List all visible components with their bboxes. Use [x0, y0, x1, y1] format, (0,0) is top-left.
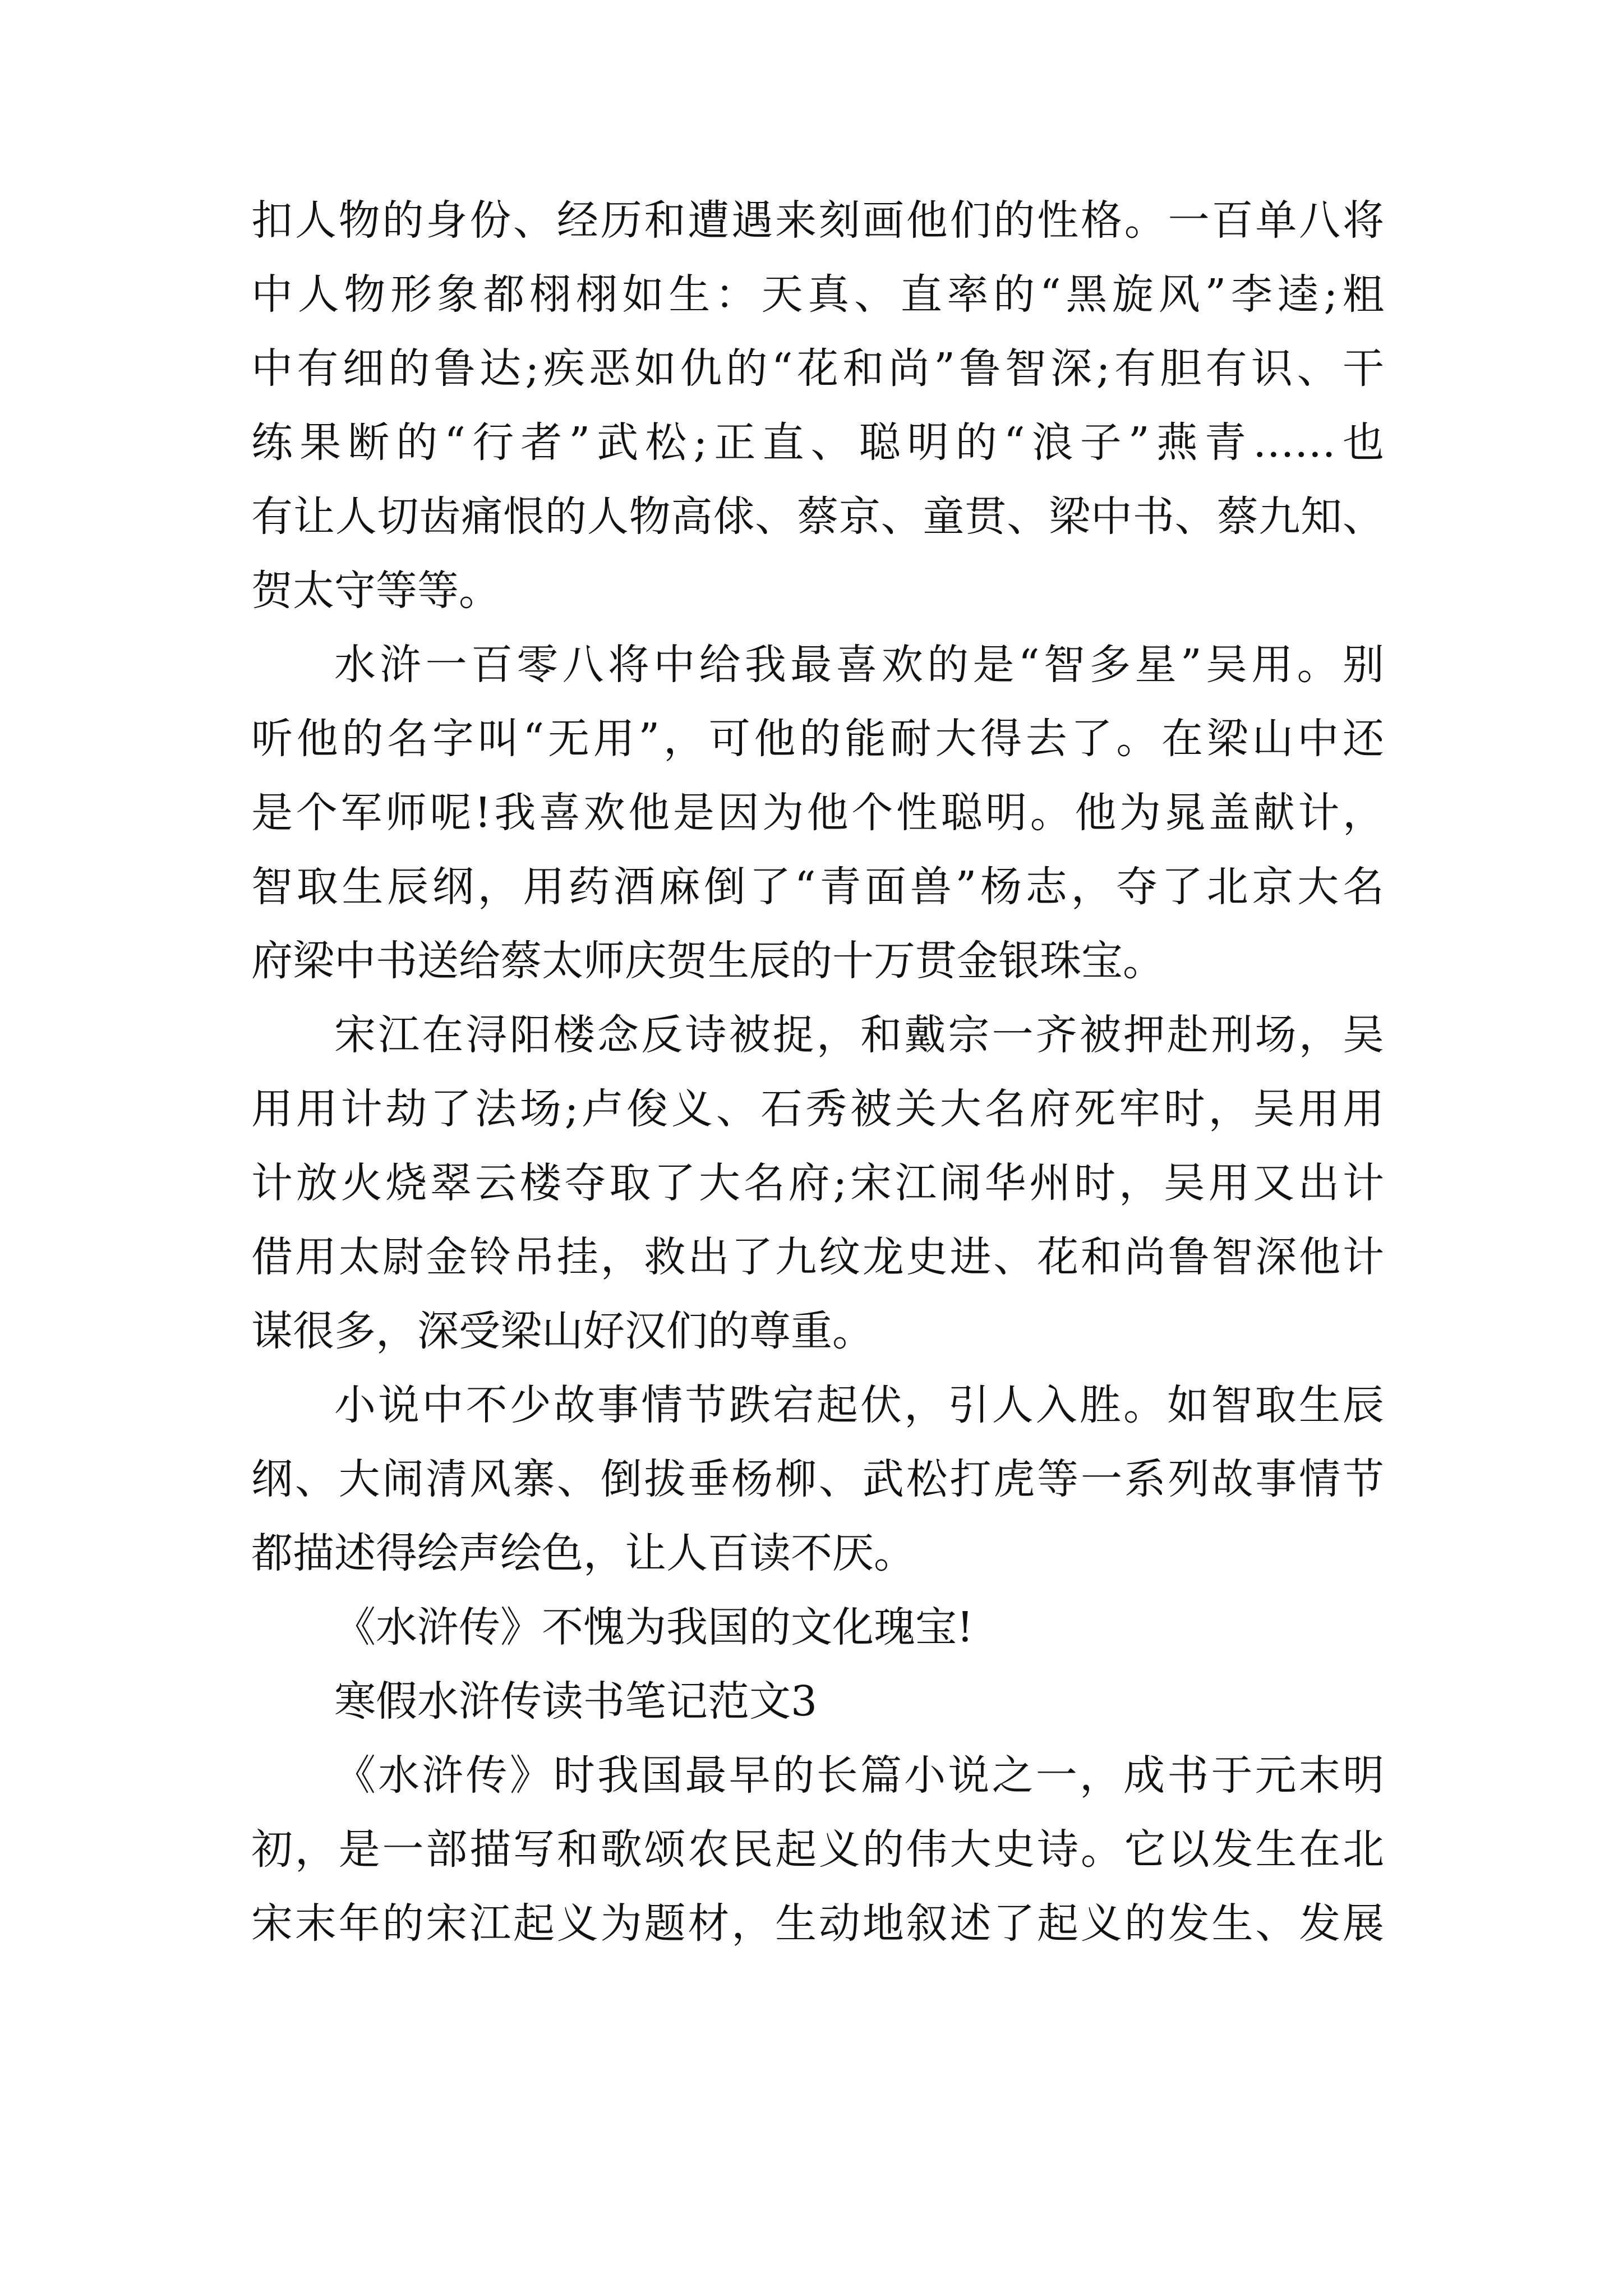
text-line: 听他的名字叫“无用”，可他的能耐大得去了。在梁山中还	[251, 715, 1384, 763]
paragraph-first-line: 《水浒传》时我国最早的长篇小说之一，成书于元末明	[334, 1751, 1384, 1800]
text-line: 练果断的“行者”武松;正直、聪明的“浪子”燕青……也	[251, 418, 1384, 467]
section-heading: 寒假水浒传读书笔记范文3	[334, 1677, 818, 1726]
text-line: 用用计劫了法场;卢俊义、石秀被关大名府死牢时，吴用用	[251, 1085, 1384, 1133]
text-line: 宋末年的宋江起义为题材，生动地叙述了起义的发生、发展	[251, 1899, 1384, 1948]
text-line: 纲、大闹清风寨、倒拔垂杨柳、武松打虎等一系列故事情节	[251, 1455, 1384, 1503]
paragraph-line: 《水浒传》不愧为我国的文化瑰宝!	[334, 1603, 974, 1651]
document-body	[251, 183, 1384, 1961]
text-line: 府梁中书送给蔡太师庆贺生辰的十万贯金银珠宝。	[251, 937, 1164, 985]
text-line: 都描述得绘声绘色，让人百读不厌。	[251, 1529, 915, 1577]
text-line: 扣人物的身份、经历和遭遇来刻画他们的性格。一百单八将	[251, 196, 1384, 245]
text-line: 借用太尉金铃吊挂，救出了九纹龙史进、花和尚鲁智深他计	[251, 1233, 1384, 1281]
text-line: 贺太守等等。	[251, 567, 500, 615]
text-line: 计放火烧翠云楼夺取了大名府;宋江闹华州时，吴用又出计	[251, 1159, 1384, 1207]
text-line: 中有细的鲁达;疾恶如仇的“花和尚”鲁智深;有胆有识、干	[251, 344, 1384, 393]
paragraph-first-line: 宋江在浔阳楼念反诗被捉，和戴宗一齐被押赴刑场，吴	[334, 1011, 1384, 1059]
paragraph-first-line: 小说中不少故事情节跌宕起伏，引人入胜。如智取生辰	[334, 1381, 1384, 1429]
text-line: 谋很多，深受梁山好汉们的尊重。	[251, 1307, 874, 1355]
text-line: 中人物形象都栩栩如生：天真、直率的“黑旋风”李逵;粗	[251, 270, 1384, 319]
text-line: 智取生辰纲，用药酒麻倒了“青面兽”杨志，夺了北京大名	[251, 863, 1384, 911]
text-line: 初，是一部描写和歌颂农民起义的伟大史诗。它以发生在北	[251, 1825, 1384, 1874]
text-line: 是个军师呢!我喜欢他是因为他个性聪明。他为晁盖献计，	[251, 789, 1384, 837]
text-line: 有让人切齿痛恨的人物高俅、蔡京、童贯、梁中书、蔡九知、	[251, 493, 1384, 541]
paragraph-first-line: 水浒一百零八将中给我最喜欢的是“智多星”吴用。别	[334, 641, 1384, 689]
